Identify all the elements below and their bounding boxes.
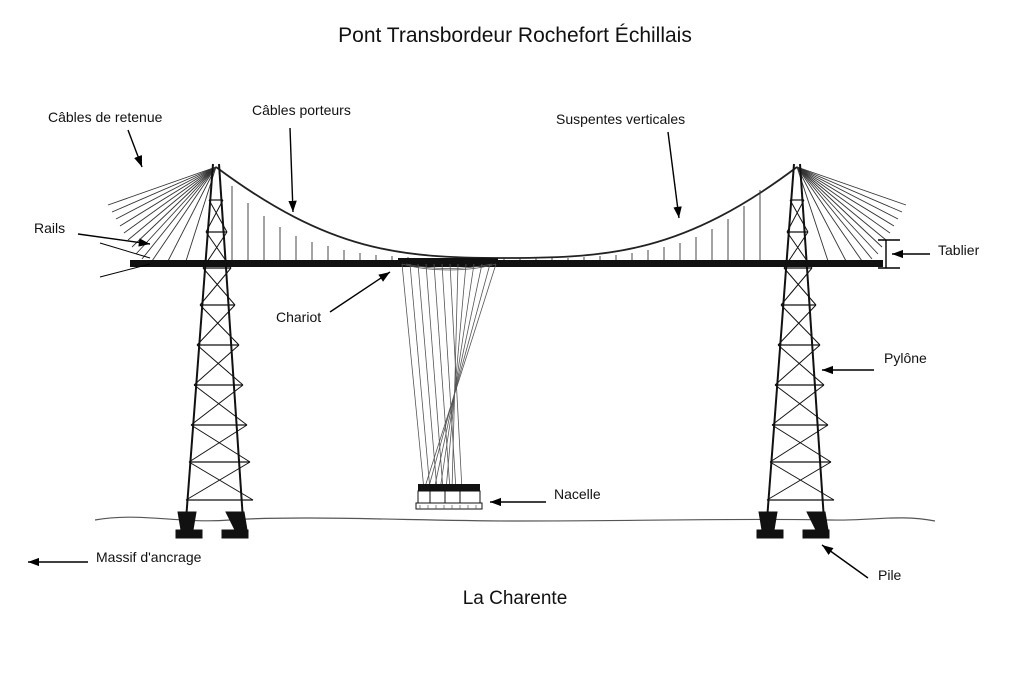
label-chariot: Chariot — [276, 309, 322, 325]
main-cables — [216, 167, 797, 258]
nacelle — [416, 484, 482, 509]
page-title: Pont Transbordeur Rochefort Échillais — [338, 24, 692, 47]
label-cables-de-retenue: Câbles de retenue — [48, 109, 163, 125]
label-nacelle: Nacelle — [554, 486, 601, 502]
label-massif-dancrage: Massif d'ancrage — [96, 549, 202, 565]
label-pile: Pile — [878, 567, 902, 583]
figure-caption: La Charente — [462, 588, 568, 609]
leader-suspentes-verticales — [668, 132, 679, 218]
leader-cables-de-retenue — [128, 130, 142, 167]
water-line — [95, 517, 935, 521]
retaining-cables-right — [797, 167, 906, 261]
label-cables-porteurs: Câbles porteurs — [252, 102, 351, 118]
label-suspentes-verticales: Suspentes verticales — [556, 111, 686, 127]
leader-lines — [28, 128, 930, 578]
leader-pile — [822, 545, 868, 578]
leader-rails — [78, 234, 150, 244]
label-tablier: Tablier — [938, 242, 980, 258]
pylone-gauche — [176, 164, 253, 538]
chariot — [398, 258, 498, 264]
pylone-droit — [757, 164, 834, 538]
gondola-cables — [402, 264, 496, 490]
retaining-cables-left — [108, 167, 216, 261]
label-pylone: Pylône — [884, 350, 927, 366]
leader-chariot — [330, 272, 390, 312]
label-rails: Rails — [34, 220, 66, 236]
leader-cables-porteurs — [290, 128, 293, 212]
